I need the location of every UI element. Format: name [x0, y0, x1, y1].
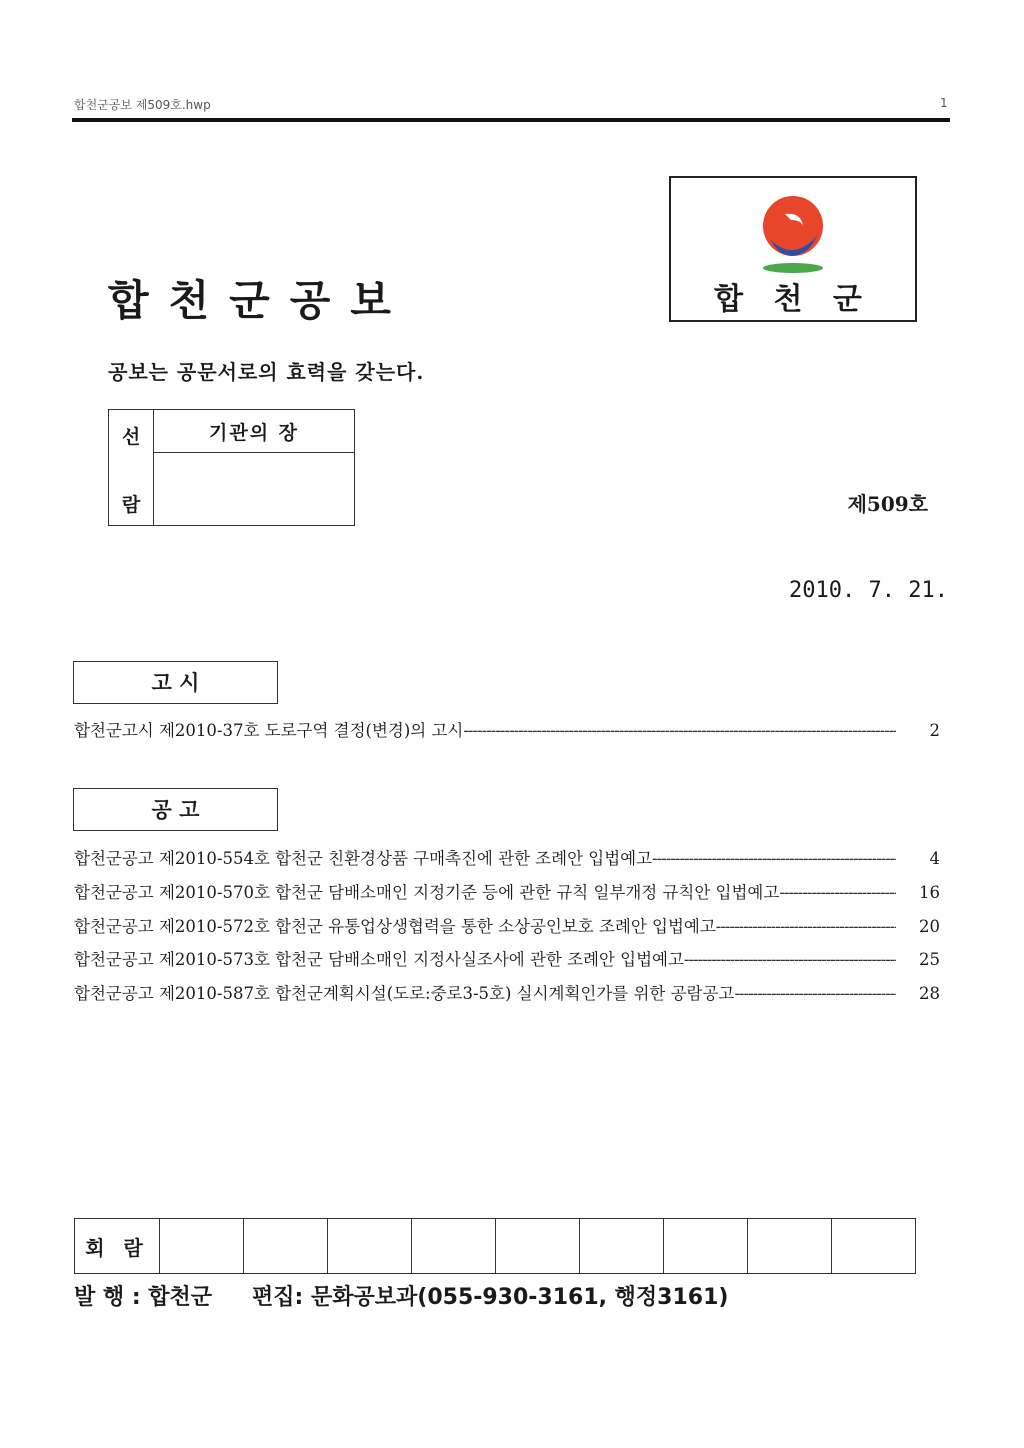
circulation-cell [412, 1219, 496, 1274]
toc-entry-title: 합천군공고 제2010-572호 합천군 유통업상생협력을 통한 소상공인보호 조례안 입법예고 [74, 917, 716, 936]
toc-entry[interactable] [74, 717, 940, 743]
county-logo [669, 176, 917, 322]
approval-signature-cell [154, 453, 355, 526]
toc-leader [779, 883, 896, 902]
toc-entry[interactable] [74, 946, 940, 972]
circulation-cell [748, 1219, 832, 1274]
toc-leader [734, 984, 896, 1003]
header-rule [72, 118, 950, 122]
circulation-cell [664, 1219, 748, 1274]
toc-entry-page: 25 [919, 950, 940, 969]
toc-entry-title: 합천군공고 제2010-554호 합천군 친환경상품 구매촉진에 관한 조례안 입법예고 [74, 849, 653, 868]
toc-entry-title: 합천군공고 제2010-573호 합천군 담배소매인 지정사실조사에 관한 조례안 입법예고 [74, 950, 684, 969]
toc-entry[interactable] [74, 879, 940, 905]
gazette-title: 합천군공보 [108, 276, 411, 325]
toc-entry-page: 28 [919, 984, 940, 1003]
circulation-label: 회 람 [75, 1219, 160, 1274]
toc-entry[interactable] [74, 845, 940, 871]
toc-entry-title: 합천군공고 제2010-570호 합천군 담배소매인 지정기준 등에 관한 규칙 일부개정 규칙안 입법예고 [74, 883, 780, 902]
approval-table [108, 409, 355, 526]
toc-entry-page: 16 [919, 883, 940, 902]
editor: 편집: 문화공보과(055-930-3161, 행정3161) [252, 1285, 729, 1310]
subtitle: 공보는 공문서로의 효력을 갖는다. [108, 360, 425, 384]
toc-entry-title: 합천군공고 제2010-587호 합천군계획시설(도로:중로3-5호) 실시계획인가를 위한 공람공고 [74, 984, 735, 1003]
county-emblem-icon [757, 192, 829, 282]
approval-side-bottom: 람 [121, 494, 141, 516]
circulation-cell [496, 1219, 580, 1274]
issue-number: 제509호 [847, 492, 928, 516]
toc-entry-title: 합천군고시 제2010-37호 도로구역 결정(변경)의 고시 [74, 721, 464, 740]
toc-leader [684, 950, 896, 969]
logo-text: 합 천 군 [714, 282, 872, 317]
toc-entry[interactable] [74, 913, 940, 939]
circulation-cell [580, 1219, 664, 1274]
publisher: 발 행 : 합천군 [74, 1285, 213, 1310]
circulation-table [74, 1218, 916, 1274]
toc-leader [463, 721, 896, 740]
toc-entry-page: 4 [929, 849, 940, 868]
file-name: 합천군공보 제509호.hwp [74, 98, 211, 112]
page-number: 1 [940, 96, 948, 110]
publication-footer [74, 1280, 728, 1311]
approval-head: 기관의 장 [154, 410, 355, 453]
circulation-cell [328, 1219, 412, 1274]
approval-side-top: 선 [121, 426, 141, 448]
circulation-cell [160, 1219, 244, 1274]
section-announcement-heading: 공 고 [73, 788, 278, 831]
section-notice-heading: 고 시 [73, 661, 278, 704]
toc-entry[interactable] [74, 980, 940, 1006]
toc-entry-page: 20 [919, 917, 940, 936]
circulation-cell [832, 1219, 916, 1274]
circulation-cell [244, 1219, 328, 1274]
issue-date: 2010. 7. 21. [789, 578, 948, 603]
toc-entry-page: 2 [929, 721, 940, 740]
toc-leader [716, 917, 896, 936]
approval-side-label [109, 410, 154, 526]
toc-leader [652, 849, 896, 868]
